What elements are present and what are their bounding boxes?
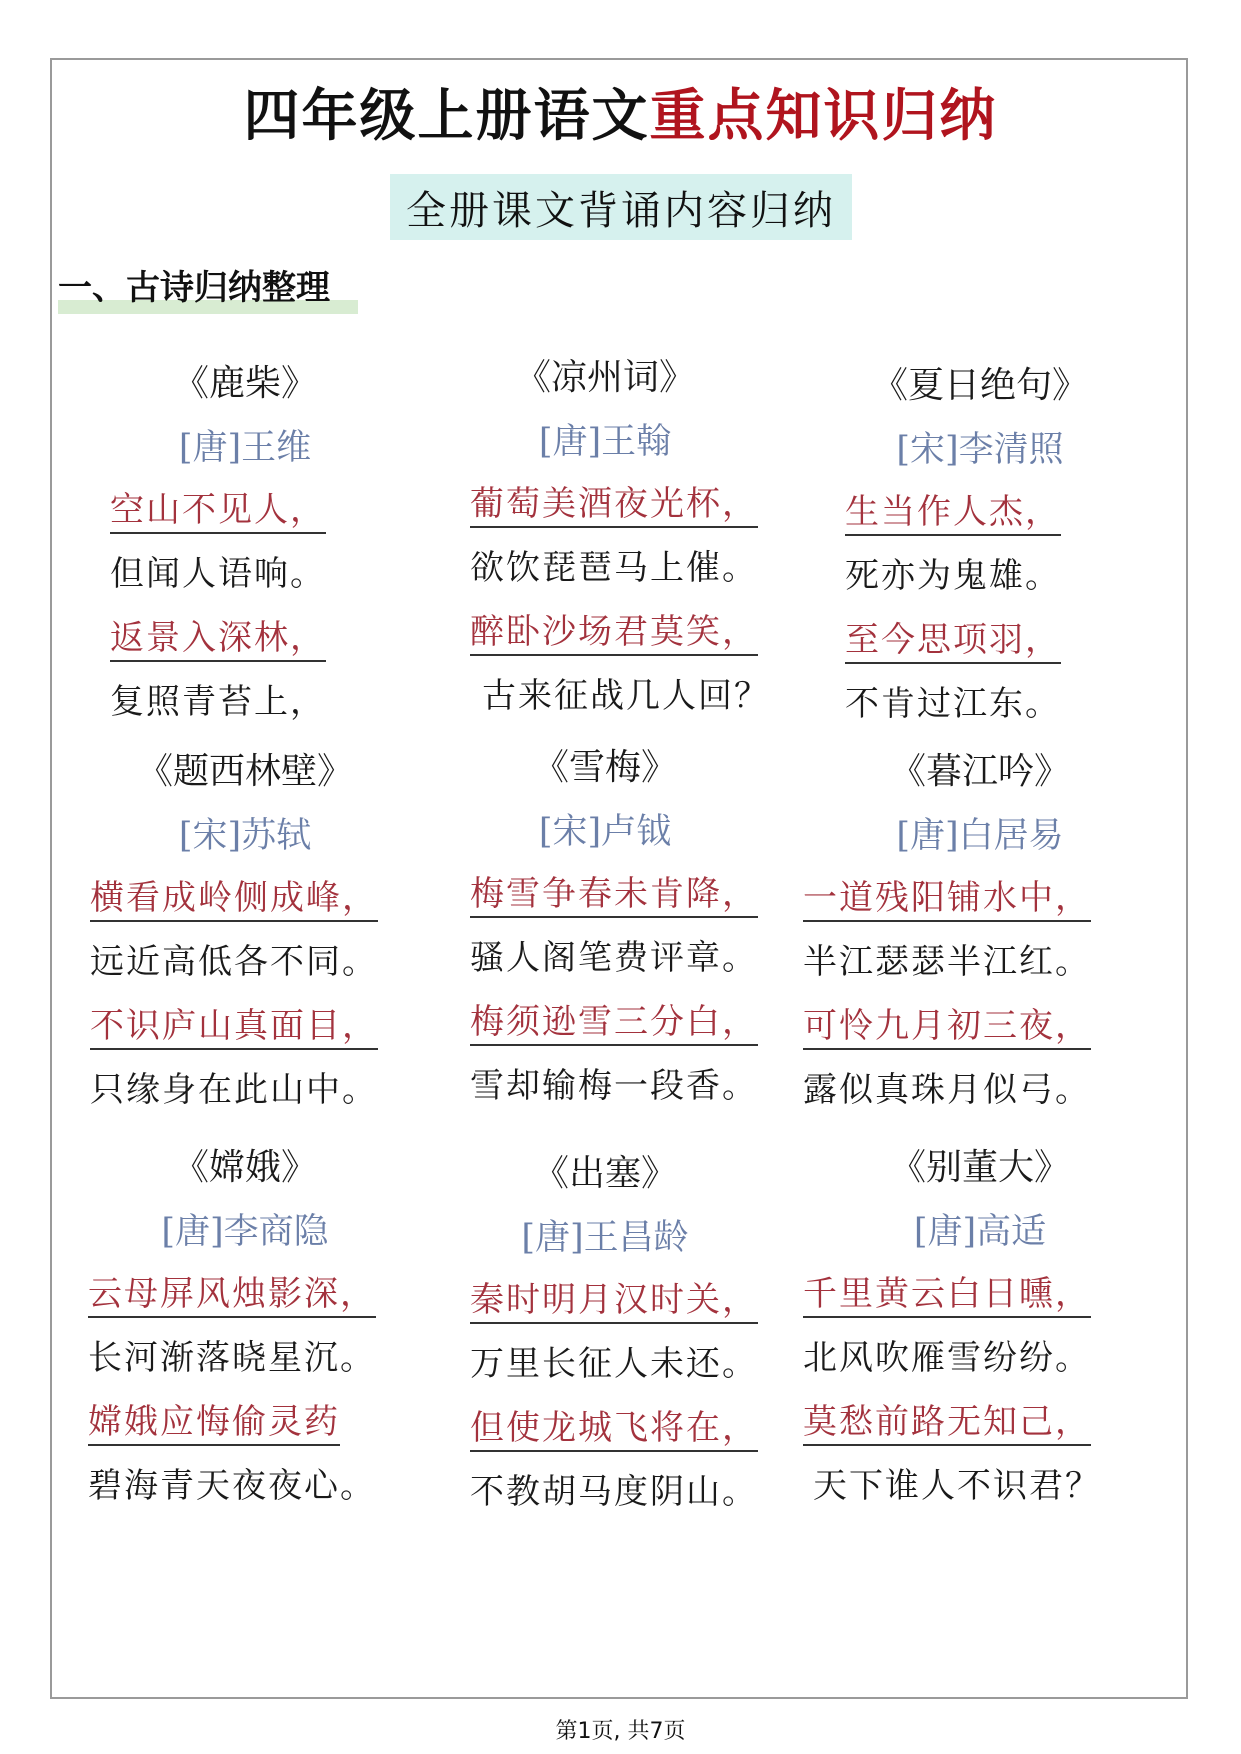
poem-author: [宋]卢钺 — [538, 812, 672, 852]
poem-line: 远近高低各不同。 — [90, 942, 378, 982]
page-title — [0, 82, 1241, 152]
poem-author: [宋]苏轼 — [178, 816, 312, 856]
section-heading-text: 一、古诗归纳整理 — [58, 268, 330, 308]
poem-line: 空山不见人， — [60, 480, 430, 544]
title-black-part: 四年级上册语文 — [243, 84, 650, 149]
poem-line: 长河渐落晓星沉。 — [88, 1338, 376, 1378]
poem-line: 不识庐山真面目， — [60, 996, 430, 1060]
page-number: 第1页, 共7页 — [555, 1719, 686, 1744]
poem-line: 但闻人语响。 — [110, 554, 326, 594]
poem-line: 可怜九月初三夜， — [795, 996, 1165, 1060]
poem-line: 天下谁人不识君？ — [813, 1466, 1101, 1506]
poem-card — [420, 736, 790, 1120]
poem-line: 北风吹雁雪纷纷。 — [803, 1338, 1091, 1378]
poem-line: 至今思项羽， — [795, 610, 1165, 674]
poem-line: 半江瑟瑟半江红。 — [803, 942, 1091, 982]
poem-author: [宋]李清照 — [896, 430, 1064, 470]
poem-line: 死亦为鬼雄。 — [845, 556, 1061, 596]
poem-line: 葡萄美酒夜光杯， — [420, 474, 790, 538]
poem-card — [795, 354, 1165, 738]
poem-line: 嫦娥应悔偷灵药 — [60, 1392, 430, 1456]
poem-line: 梅须逊雪三分白， — [420, 992, 790, 1056]
poem-card — [60, 1136, 430, 1520]
poem-card — [795, 1136, 1165, 1520]
poem-line: 千里黄云白日曛， — [795, 1264, 1165, 1328]
poem-title: 《题西林壁》 — [136, 751, 353, 792]
poem-line: 但使龙城飞将在， — [420, 1398, 790, 1462]
poem-line: 醉卧沙场君莫笑， — [420, 602, 790, 666]
poem-card — [60, 740, 430, 1124]
poem-author: [唐]白居易 — [896, 816, 1064, 856]
poem-line: 返景入深林， — [60, 608, 430, 672]
poem-title: 《别董大》 — [889, 1147, 1070, 1188]
title-red-part: 重点知识归纳 — [649, 84, 998, 149]
poem-line: 秦时明月汉时关， — [420, 1270, 790, 1334]
poem-title: 《雪梅》 — [532, 747, 677, 788]
poem-card — [420, 1142, 790, 1526]
poem-line: 云母屏风烛影深， — [60, 1264, 430, 1328]
subtitle-banner — [390, 174, 852, 240]
poem-line: 梅雪争春未肯降， — [420, 864, 790, 928]
poem-card — [420, 346, 790, 730]
poem-line: 骚人阁笔费评章。 — [470, 938, 758, 978]
poem-author: [唐]王翰 — [538, 422, 672, 462]
poem-line: 碧海青天夜夜心。 — [88, 1466, 376, 1506]
section-heading — [58, 262, 358, 314]
poem-author: [唐]高适 — [913, 1212, 1047, 1252]
poem-title: 《出塞》 — [532, 1153, 677, 1194]
poem-line: 只缘身在此山中。 — [90, 1070, 378, 1110]
poem-line: 复照青苔上， — [110, 682, 326, 722]
poem-line: 生当作人杰， — [795, 482, 1165, 546]
poem-line: 莫愁前路无知己， — [795, 1392, 1165, 1456]
poem-title: 《夏日绝句》 — [871, 365, 1088, 406]
poem-line: 雪却输梅一段香。 — [470, 1066, 758, 1106]
poem-line: 一道残阳铺水中， — [795, 868, 1165, 932]
poem-line: 万里长征人未还。 — [470, 1344, 758, 1384]
poem-author: [唐]李商隐 — [161, 1212, 329, 1252]
poem-title: 《嫦娥》 — [172, 1147, 317, 1188]
poem-title: 《鹿柴》 — [172, 363, 317, 404]
poem-line: 露似真珠月似弓。 — [803, 1070, 1091, 1110]
subtitle-text: 全册课文背诵内容归纳 — [406, 187, 836, 234]
poem-line: 欲饮琵琶马上催。 — [470, 548, 758, 588]
poem-author: [唐]王昌龄 — [521, 1218, 689, 1258]
poem-line: 不肯过江东。 — [845, 684, 1061, 724]
poem-line: 不教胡马度阴山。 — [470, 1472, 758, 1512]
poem-line: 横看成岭侧成峰， — [60, 868, 430, 932]
poem-author: [唐]王维 — [178, 428, 312, 468]
poem-title: 《凉州词》 — [514, 357, 695, 398]
poem-line: 古来征战几人回？ — [482, 676, 770, 716]
poem-title: 《暮江吟》 — [889, 751, 1070, 792]
poem-card — [795, 740, 1165, 1124]
poem-card — [60, 352, 430, 736]
